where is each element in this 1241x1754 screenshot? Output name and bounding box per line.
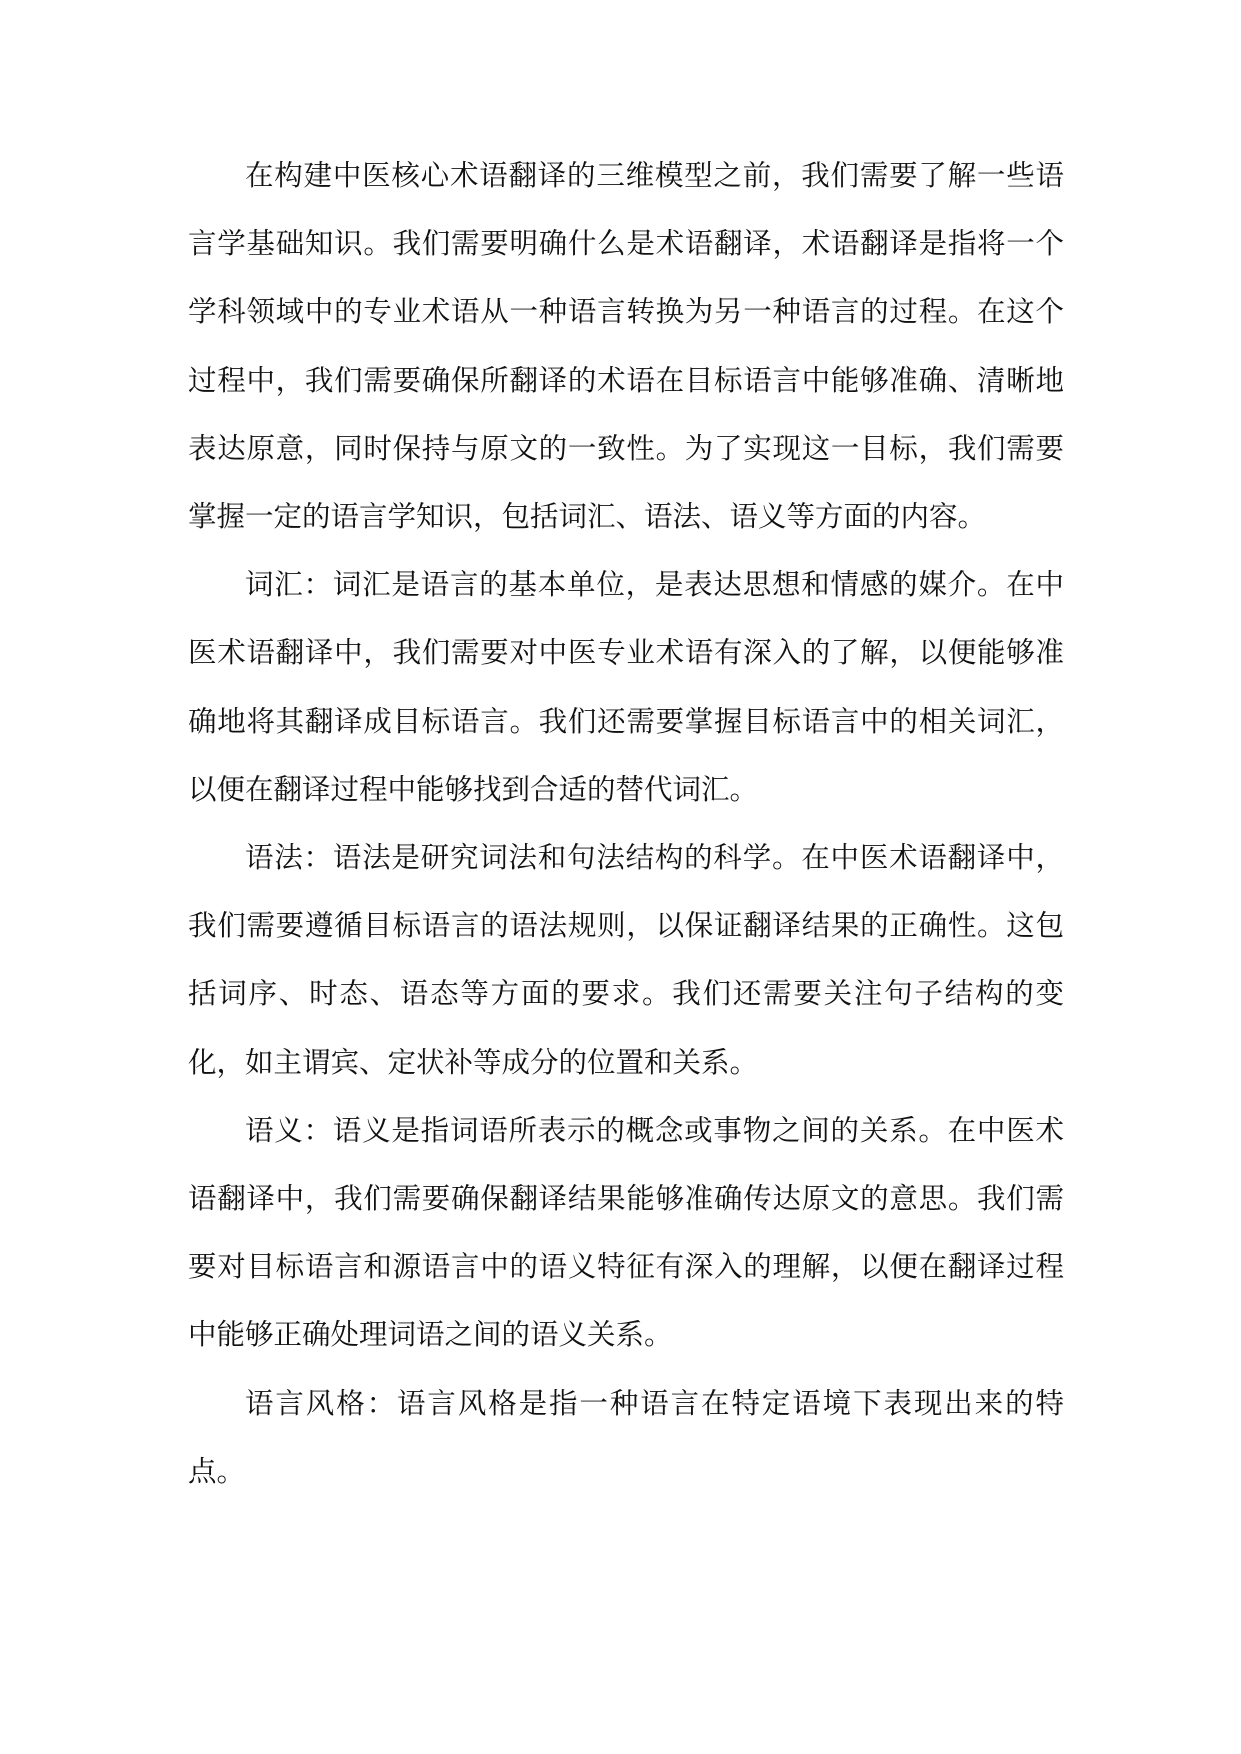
paragraph-intro: 在构建中医核心术语翻译的三维模型之前，我们需要了解一些语言学基础知识。我们需要明确什么是术语翻译，术语翻译是指将一个学科领域中的专业术语从一种语言转换为另一种语言的过程。在这个过程中，我们需要确保所翻译的术语在目标语言中能够准确、清晰地表达原意，同时保持与原文的一致性。为了实现这一目标，我们需要掌握一定的语言学知识，包括词汇、语法、语义等方面的内容。 xyxy=(188,159,1064,534)
document-body xyxy=(188,142,1064,1506)
paragraph-grammar: 语法：语法是研究词法和句法结构的科学。在中医术语翻译中，我们需要遵循目标语言的语法规则，以保证翻译结果的正确性。这包括词序、时态、语态等方面的要求。我们还需要关注句子结构的变化，如主谓宾、定状补等成分的位置和关系。 xyxy=(188,841,1064,1079)
paragraph-semantics: 语义：语义是指词语所表示的概念或事物之间的关系。在中医术语翻译中，我们需要确保翻译结果能够准确传达原文的意思。我们需要对目标语言和源语言中的语义特征有深入的理解，以便在翻译过程中能够正确处理词语之间的语义关系。 xyxy=(188,1113,1064,1352)
paragraph-style: 语言风格：语言风格是指一种语言在特定语境下表现出来的特点。 xyxy=(188,1386,1064,1488)
paragraph-vocabulary: 词汇：词汇是语言的基本单位，是表达思想和情感的媒介。在中医术语翻译中，我们需要对中医专业术语有深入的了解，以便能够准确地将其翻译成目标语言。我们还需要掌握目标语言中的相关词汇，以便在翻译过程中能够找到合适的替代词汇。 xyxy=(188,568,1064,806)
